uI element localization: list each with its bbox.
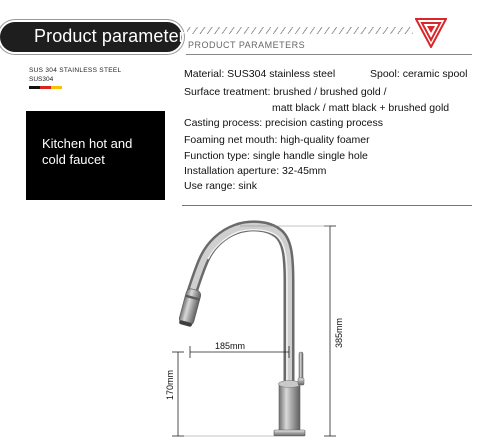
dim-total-height-label: 385mm (334, 317, 344, 348)
spec-spool: Spool: ceramic spool (370, 68, 468, 80)
product-name-line2: cold faucet (42, 152, 105, 167)
product-name-line1: Kitchen hot and (42, 136, 133, 151)
faucet-handle (299, 352, 303, 380)
material-tag-line2: SUS304 (29, 76, 54, 83)
header-title: Product parameter (34, 26, 185, 46)
faucet-body (279, 384, 300, 432)
spec-surface-line2: matt black / matt black + brushed gold (272, 102, 450, 114)
faucet-base (274, 430, 305, 436)
spec-surface-line1: Surface treatment: brushed / brushed gold / (184, 86, 387, 98)
header-subtitle: PRODUCT PARAMETERS (188, 40, 306, 50)
spec-function: Function type: single handle single hole (184, 150, 368, 162)
spec-material: Material: SUS304 stainless steel (184, 68, 336, 80)
faucet-spray-head (178, 288, 202, 328)
spec-aperture: Installation aperture: 32-45mm (184, 165, 327, 177)
spec-use-range: Use range: sink (184, 180, 257, 192)
spec-foaming: Foaming net mouth: high-quality foamer (184, 134, 370, 146)
dim-reach-label: 185mm (215, 341, 246, 351)
material-tag-line1: SUS 304 STAINLESS STEEL (29, 67, 122, 74)
spec-casting: Casting process: precision casting process (184, 117, 384, 129)
dim-under-spout-label: 170mm (165, 369, 175, 400)
